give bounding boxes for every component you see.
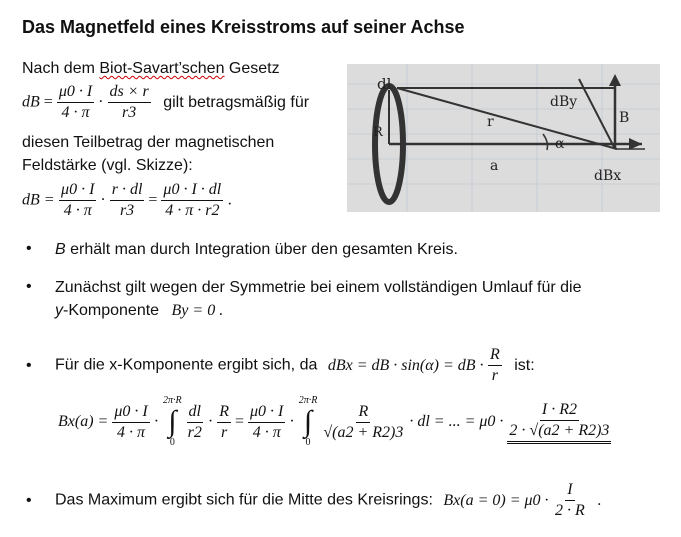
bullet4-frac: $\frac{I}{2 \cdot R}$: [554, 481, 585, 519]
intro-line-1: [22, 60, 280, 78]
bullet4-formula: Bx(a = 0) = μ0 ·: [443, 491, 549, 509]
formula2-frac-b: $\frac{r \cdot dl}{r3}$: [111, 181, 143, 219]
sketch-label-dBx: dBx: [594, 168, 622, 184]
intro-prefix: Nach dem: [22, 60, 100, 77]
formula1-frac-a: $\frac{\mu 0 \cdot I}{4 \cdot \pi}$: [58, 83, 93, 121]
bullet1-var: B: [55, 241, 66, 258]
sketch-label-alpha: α: [555, 136, 565, 152]
sketch-photo: [347, 64, 660, 212]
bullet-2-line1: Zunächst gilt wegen der Symmetrie bei einem vollständigen Umlauf für die: [55, 279, 582, 296]
formula2-end: .: [227, 191, 232, 209]
sketch-label-B: B: [619, 110, 630, 126]
bullet-1: [55, 241, 458, 259]
big-mid: · dl = ... = μ0 ·: [409, 413, 504, 430]
page-title: Das Magnetfeld eines Kreisstroms auf seiner Achse: [22, 17, 465, 37]
formula1-frac-b: $\frac{ds \times r}{r3}$: [109, 83, 149, 121]
bullet4-text: Das Maximum ergibt sich für die Mitte des Kreisrings:: [55, 491, 433, 509]
bullet3-frac: $\frac{R}{r}$: [490, 346, 500, 384]
intro-line-4: Feldstärke (vgl. Skizze):: [22, 157, 193, 174]
sketch-label-R: R: [373, 125, 383, 140]
sketch-label-dBy: dBy: [550, 94, 578, 110]
intro-suffix: Gesetz: [224, 60, 280, 77]
bullet-dot-4: •: [26, 492, 32, 509]
bullet2-var: y: [55, 302, 63, 319]
big-formula: Bx(a) = $\frac{\mu 0 \cdot I}{4 \cdot \pi}$ · 2π·R ∫ 0 $\frac{dl}{r2}$ · $\frac{R}{r}$ = $\frac{\mu 0 \cdot I}{4 \cdot \pi}$ · 2π·R ∫ 0 $\frac{R}{√(a2 + R2)3}$ · dl = ... = μ0 · $\frac{I \cdot R2}{2 \cdot √(a2 + R2)3}$: [58, 395, 610, 448]
bullet3-text: Für die x-Komponente ergibt sich, da: [55, 356, 318, 374]
bullet-dot-1: •: [26, 240, 32, 257]
bullet-dot-2: •: [26, 278, 32, 295]
sketch-label-r: r: [487, 114, 494, 130]
big-frac-2: $\frac{dl}{r2}$: [187, 402, 202, 441]
formula2-frac-a: $\frac{\mu 0 \cdot I}{4 \cdot \pi}$: [61, 181, 95, 219]
big-frac-1: $\frac{\mu 0 \cdot I}{4 \cdot \pi}$: [114, 402, 148, 441]
bullet2-formula: By = 0 .: [171, 302, 224, 319]
bullet3-end: ist:: [514, 356, 535, 374]
sketch-label-dl: dl: [377, 75, 392, 93]
big-frac-6: $\frac{I \cdot R2}{2 \cdot √(a2 + R2)3}$: [507, 400, 611, 444]
bullet2-text: -Komponente: [63, 302, 160, 319]
big-frac-5: $\frac{R}{√(a2 + R2)3}$: [323, 402, 404, 441]
big-eq: =: [234, 413, 245, 430]
formula1-after: gilt betragsmäßig für: [163, 93, 310, 111]
formula2-frac-c: $\frac{\mu 0 \cdot I \cdot dl}{4 \cdot \pi \cdot r2}$: [163, 181, 222, 219]
bullet-dot-3: •: [26, 357, 32, 374]
sketch-label-a: a: [490, 158, 499, 174]
intro-line-3: diesen Teilbetrag der magnetischen: [22, 134, 275, 151]
bullet-4: [55, 480, 601, 521]
bullet-3: [55, 345, 535, 386]
formula1-lhs: dB: [22, 93, 40, 111]
bullet1-text: erhält man durch Integration über den gesamten Kreis.: [65, 241, 458, 258]
bullet3-formula: dBx = dB · sin(α) = dB ·: [327, 356, 484, 374]
integral-2: 2π·R ∫ 0: [298, 395, 318, 448]
bullet-2-line2: [55, 302, 223, 320]
big-frac-3: $\frac{R}{r}$: [219, 402, 229, 441]
integral-1: 2π·R ∫ 0: [163, 395, 182, 448]
big-lhs: Bx(a) =: [58, 413, 109, 430]
bullet4-end: .: [597, 491, 602, 509]
formula-1: dB = $\frac{\mu 0 \cdot I}{4 \cdot \pi}$ · $\frac{ds \times r}{r3}$ gilt betragsmäßig für: [22, 83, 310, 121]
formula-2: dB = $\frac{\mu 0 \cdot I}{4 \cdot \pi}$ · $\frac{r \cdot dl}{r3}$ = $\frac{\mu 0 \cdot I \cdot dl}{4 \cdot \pi \cdot r2}$ .: [22, 181, 232, 219]
big-frac-4: $\frac{\mu 0 \cdot I}{4 \cdot \pi}$: [250, 402, 284, 441]
formula2-lhs: dB =: [22, 191, 55, 209]
law-name: Biot-Savart’schen: [99, 60, 225, 77]
